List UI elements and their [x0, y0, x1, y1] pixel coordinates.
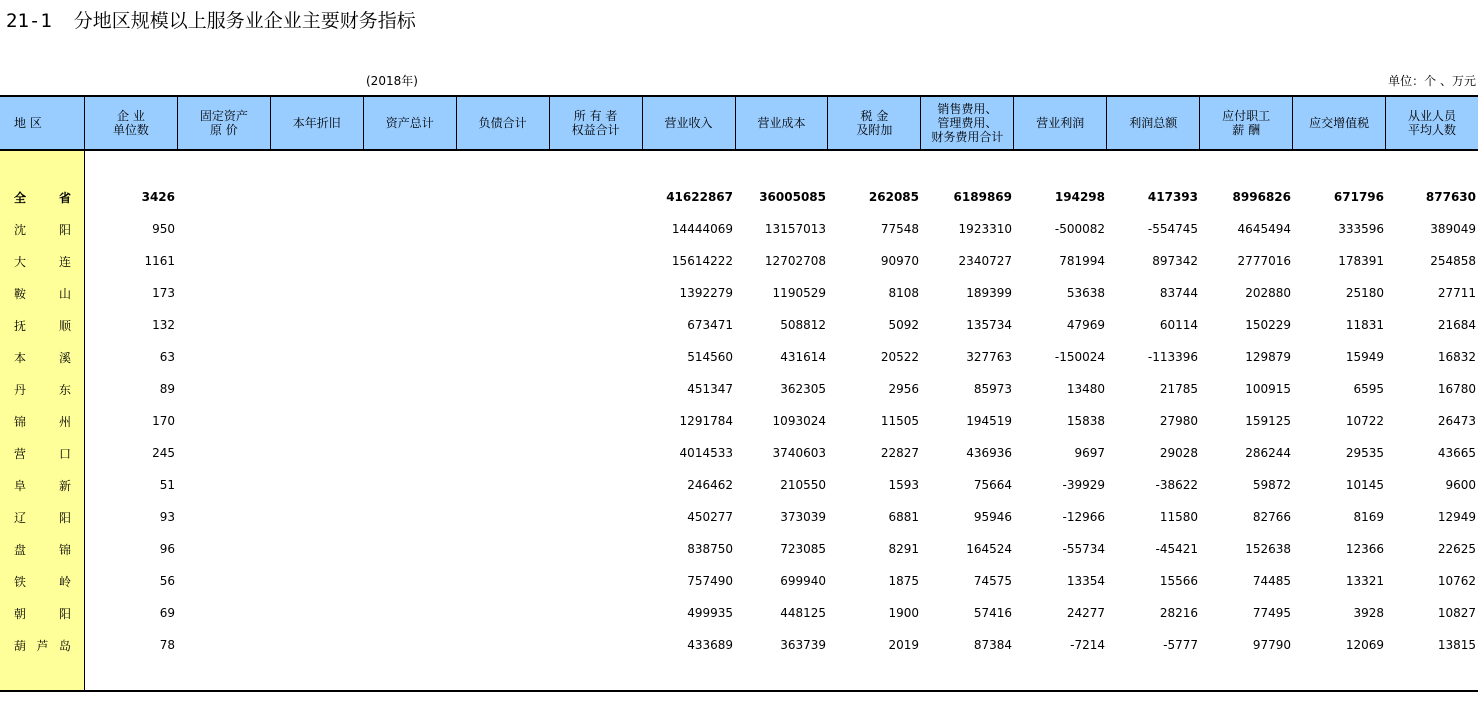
table-number: 21-1	[6, 10, 52, 32]
column-header: 利润总额	[1107, 97, 1200, 149]
table-cell: 164524	[966, 542, 1012, 556]
table-cell: 53638	[1066, 286, 1105, 300]
table-cell: 16832	[1437, 350, 1476, 364]
table-row	[0, 597, 1479, 629]
table-cell: 5092	[888, 318, 919, 332]
region-char: 丹	[14, 382, 27, 397]
table-cell: 838750	[687, 542, 733, 556]
table-cell: 12366	[1345, 542, 1384, 556]
region-char: 溪	[58, 350, 71, 365]
table-cell: 27711	[1437, 286, 1476, 300]
table-cell: 47969	[1066, 318, 1105, 332]
table-cell: 333596	[1338, 222, 1384, 236]
table-row	[0, 469, 1479, 501]
table-cell: 362305	[780, 382, 826, 396]
region-char: 鞍	[14, 286, 27, 301]
table-cell: 1190529	[772, 286, 826, 300]
table-cell: 75664	[973, 478, 1012, 492]
table-cell: 1291784	[679, 414, 733, 428]
table-cell: 96	[159, 542, 175, 556]
column-header: 从业人员 平均人数	[1408, 109, 1457, 137]
table-cell: 77495	[1252, 606, 1291, 620]
region-char: 州	[58, 414, 71, 429]
table-cell: 135734	[966, 318, 1012, 332]
table-cell: 28216	[1159, 606, 1198, 620]
table-cell: 3740603	[772, 446, 826, 460]
table-cell: 10762	[1437, 574, 1476, 588]
table-cell: 373039	[780, 510, 826, 524]
column-header: 负债合计	[457, 97, 550, 149]
region-char: 葫	[14, 638, 27, 653]
table-cell: 24277	[1066, 606, 1105, 620]
table-cell: 673471	[687, 318, 733, 332]
region-char: 东	[58, 382, 71, 397]
table-cell: 20522	[880, 350, 919, 364]
page-title	[6, 6, 416, 33]
table-cell: 1093024	[772, 414, 826, 428]
table-bottom-rule	[0, 690, 1478, 692]
table-header	[0, 95, 1478, 151]
table-cell: 11580	[1159, 510, 1198, 524]
table-cell: 15566	[1159, 574, 1198, 588]
table-body	[0, 181, 1479, 661]
table-cell: 417393	[1147, 190, 1198, 204]
region-char: 沈	[14, 222, 27, 237]
table-row	[0, 373, 1479, 405]
region-char: 新	[58, 478, 71, 493]
table-cell: 9600	[1445, 478, 1476, 492]
table-row	[0, 533, 1479, 565]
table-cell: 499935	[687, 606, 733, 620]
region-char: 芦	[36, 638, 49, 653]
table-cell: 74575	[973, 574, 1012, 588]
table-cell: 63	[159, 350, 175, 364]
table-cell: -500082	[1054, 222, 1105, 236]
table-cell: 1593	[888, 478, 919, 492]
column-header: 应付职工 薪 酬	[1200, 97, 1293, 149]
table-row	[0, 405, 1479, 437]
table-cell: -39929	[1062, 478, 1105, 492]
table-cell: 15614222	[671, 254, 733, 268]
table-cell: -113396	[1147, 350, 1198, 364]
region-char: 岭	[58, 574, 71, 589]
table-cell: 27980	[1159, 414, 1198, 428]
column-header: 固定资产 原 价	[178, 97, 271, 149]
table-cell: 2956	[888, 382, 919, 396]
table-row	[0, 629, 1479, 661]
table-cell: 1875	[888, 574, 919, 588]
region-char: 顺	[58, 318, 71, 333]
table-cell: -7214	[1070, 638, 1105, 652]
table-cell: 178391	[1338, 254, 1384, 268]
table-cell: 56	[159, 574, 175, 588]
table-cell: 9697	[1074, 446, 1105, 460]
table-cell: 1392279	[679, 286, 733, 300]
table-cell: 60114	[1159, 318, 1198, 332]
table-cell: 41622867	[666, 190, 733, 204]
table-cell: 1161	[144, 254, 175, 268]
table-cell: 89	[159, 382, 175, 396]
table-cell: 77548	[880, 222, 919, 236]
table-cell: 4645494	[1237, 222, 1291, 236]
table-cell: 13321	[1345, 574, 1384, 588]
region-char: 阳	[58, 510, 71, 525]
table-cell: 2777016	[1237, 254, 1291, 268]
table-cell: 1923310	[958, 222, 1012, 236]
table-cell: 699940	[780, 574, 826, 588]
table-cell: 262085	[868, 190, 919, 204]
table-cell: 21785	[1159, 382, 1198, 396]
table-cell: 897342	[1152, 254, 1198, 268]
unit-label: 单位：个 、万元	[1388, 74, 1476, 88]
table-cell: 11831	[1345, 318, 1384, 332]
table-cell: 95946	[973, 510, 1012, 524]
total-row	[0, 181, 1479, 213]
table-cell: 21684	[1437, 318, 1476, 332]
column-header: 企 业 单位数	[85, 97, 178, 149]
table-cell: 22625	[1437, 542, 1476, 556]
region-char: 岛	[58, 638, 71, 653]
table-cell: 12069	[1345, 638, 1384, 652]
table-cell: 431614	[780, 350, 826, 364]
region-char: 辽	[14, 510, 27, 525]
table-cell: 129879	[1245, 350, 1291, 364]
table-title: 分地区规模以上服务业企业主要财务指标	[73, 10, 416, 32]
region-name	[0, 189, 85, 206]
table-row	[0, 213, 1479, 245]
table-cell: -12966	[1062, 510, 1105, 524]
region-name	[0, 221, 85, 238]
table-cell: 69	[159, 606, 175, 620]
table-cell: 74485	[1252, 574, 1291, 588]
table-cell: 85973	[973, 382, 1012, 396]
column-header: 销售费用、 管理费用、 财务费用合计	[921, 97, 1014, 149]
table-cell: 202880	[1245, 286, 1291, 300]
region-char: 盘	[14, 542, 27, 557]
table-cell: 14444069	[671, 222, 733, 236]
table-row	[0, 277, 1479, 309]
region-name	[0, 509, 85, 526]
table-cell: 781994	[1059, 254, 1105, 268]
table-cell: 6189869	[953, 190, 1012, 204]
region-char: 阳	[58, 606, 71, 621]
table-cell: -45421	[1155, 542, 1198, 556]
table-cell: 82766	[1252, 510, 1291, 524]
table-cell: 97790	[1252, 638, 1291, 652]
region-name	[0, 637, 85, 654]
region-name	[0, 381, 85, 398]
column-header: 资产总计	[364, 97, 457, 149]
table-cell: 210550	[780, 478, 826, 492]
column-header: 营业利润	[1014, 97, 1107, 149]
table-cell: 132	[152, 318, 175, 332]
region-name	[0, 317, 85, 334]
table-cell: 93	[159, 510, 175, 524]
table-cell: 2340727	[958, 254, 1012, 268]
table-cell: 508812	[780, 318, 826, 332]
table-cell: 13815	[1437, 638, 1476, 652]
table-cell: 950	[152, 222, 175, 236]
region-char: 山	[58, 286, 71, 301]
table-cell: 450277	[687, 510, 733, 524]
table-row	[0, 245, 1479, 277]
table-cell: 877630	[1425, 190, 1476, 204]
column-header: 应交增值税	[1293, 97, 1386, 149]
column-header: 税 金 及附加	[828, 97, 921, 149]
region-char: 本	[14, 350, 27, 365]
table-cell: 90970	[880, 254, 919, 268]
table-cell: 12949	[1437, 510, 1476, 524]
table-cell: 3928	[1353, 606, 1384, 620]
table-cell: 10145	[1345, 478, 1384, 492]
table-cell: 15838	[1066, 414, 1105, 428]
table-cell: 514560	[687, 350, 733, 364]
table-cell: 78	[159, 638, 175, 652]
region-char: 全	[14, 190, 27, 205]
table-cell: 170	[152, 414, 175, 428]
region-name	[0, 349, 85, 366]
table-cell: 246462	[687, 478, 733, 492]
table-row	[0, 565, 1479, 597]
column-header: 营业成本	[736, 97, 829, 149]
table-cell: 26473	[1437, 414, 1476, 428]
region-name	[0, 285, 85, 302]
table-cell: 6595	[1353, 382, 1384, 396]
region-char: 大	[14, 254, 27, 269]
table-cell: 12702708	[764, 254, 826, 268]
table-cell: 363739	[780, 638, 826, 652]
region-char: 连	[58, 254, 71, 269]
table-cell: 3426	[141, 190, 175, 204]
table-cell: 25180	[1345, 286, 1384, 300]
table-cell: 159125	[1245, 414, 1291, 428]
table-cell: 8291	[888, 542, 919, 556]
table-cell: 10827	[1437, 606, 1476, 620]
table-row	[0, 309, 1479, 341]
table-cell: 245	[152, 446, 175, 460]
table-row	[0, 437, 1479, 469]
year-label: (2018年)	[366, 74, 418, 88]
table-row	[0, 501, 1479, 533]
table-cell: 15949	[1345, 350, 1384, 364]
table-cell: 22827	[880, 446, 919, 460]
table-cell: 254858	[1430, 254, 1476, 268]
table-cell: 286244	[1245, 446, 1291, 460]
region-name	[0, 253, 85, 270]
table-cell: 16780	[1437, 382, 1476, 396]
region-char: 阜	[14, 478, 27, 493]
region-char: 锦	[14, 414, 27, 429]
table-cell: 194298	[1054, 190, 1105, 204]
column-header: 本年折旧	[271, 97, 364, 149]
region-char: 抚	[14, 318, 27, 333]
table-cell: 29535	[1345, 446, 1384, 460]
table-cell: 13157013	[764, 222, 826, 236]
table-cell: 173	[152, 286, 175, 300]
table-cell: 451347	[687, 382, 733, 396]
region-char: 营	[14, 446, 27, 461]
table-cell: -150024	[1054, 350, 1105, 364]
region-name	[0, 573, 85, 590]
column-header: 所 有 者 权益合计	[550, 97, 643, 149]
table-cell: -55734	[1062, 542, 1105, 556]
region-char: 阳	[58, 222, 71, 237]
table-cell: 389049	[1430, 222, 1476, 236]
table-cell: 1900	[888, 606, 919, 620]
table-cell: 723085	[780, 542, 826, 556]
table-cell: 8108	[888, 286, 919, 300]
table-cell: 13354	[1066, 574, 1105, 588]
column-header: 营业收入	[643, 97, 736, 149]
table-cell: 51	[159, 478, 175, 492]
table-cell: 10722	[1345, 414, 1384, 428]
table-cell: 87384	[973, 638, 1012, 652]
table-cell: 150229	[1245, 318, 1291, 332]
table-cell: 433689	[687, 638, 733, 652]
table-cell: 36005085	[759, 190, 826, 204]
region-name	[0, 445, 85, 462]
table-cell: 327763	[966, 350, 1012, 364]
region-name	[0, 477, 85, 494]
table-cell: 189399	[966, 286, 1012, 300]
table-cell: 6881	[888, 510, 919, 524]
table-cell: -38622	[1155, 478, 1198, 492]
region-char: 铁	[14, 574, 27, 589]
table-cell: 757490	[687, 574, 733, 588]
table-cell: 8169	[1353, 510, 1384, 524]
table-cell: 194519	[966, 414, 1012, 428]
table-cell: 671796	[1333, 190, 1384, 204]
table-cell: 100915	[1245, 382, 1291, 396]
table-cell: 4014533	[679, 446, 733, 460]
table-cell: 43665	[1437, 446, 1476, 460]
table-cell: 83744	[1159, 286, 1198, 300]
table-row	[0, 341, 1479, 373]
table-cell: 8996826	[1232, 190, 1291, 204]
table-cell: 152638	[1245, 542, 1291, 556]
table-cell: 13480	[1066, 382, 1105, 396]
table-cell: 2019	[888, 638, 919, 652]
table-cell: 59872	[1252, 478, 1291, 492]
table-cell: 29028	[1159, 446, 1198, 460]
region-char: 口	[58, 446, 71, 461]
column-header: 地 区	[0, 97, 85, 149]
region-name	[0, 541, 85, 558]
table-cell: 11505	[880, 414, 919, 428]
table-cell: -5777	[1163, 638, 1198, 652]
table-cell: -554745	[1147, 222, 1198, 236]
region-char: 省	[58, 190, 71, 205]
region-name	[0, 605, 85, 622]
table-cell: 436936	[966, 446, 1012, 460]
table-cell: 57416	[973, 606, 1012, 620]
table-cell: 448125	[780, 606, 826, 620]
region-char: 锦	[58, 542, 71, 557]
region-name	[0, 413, 85, 430]
region-char: 朝	[14, 606, 27, 621]
